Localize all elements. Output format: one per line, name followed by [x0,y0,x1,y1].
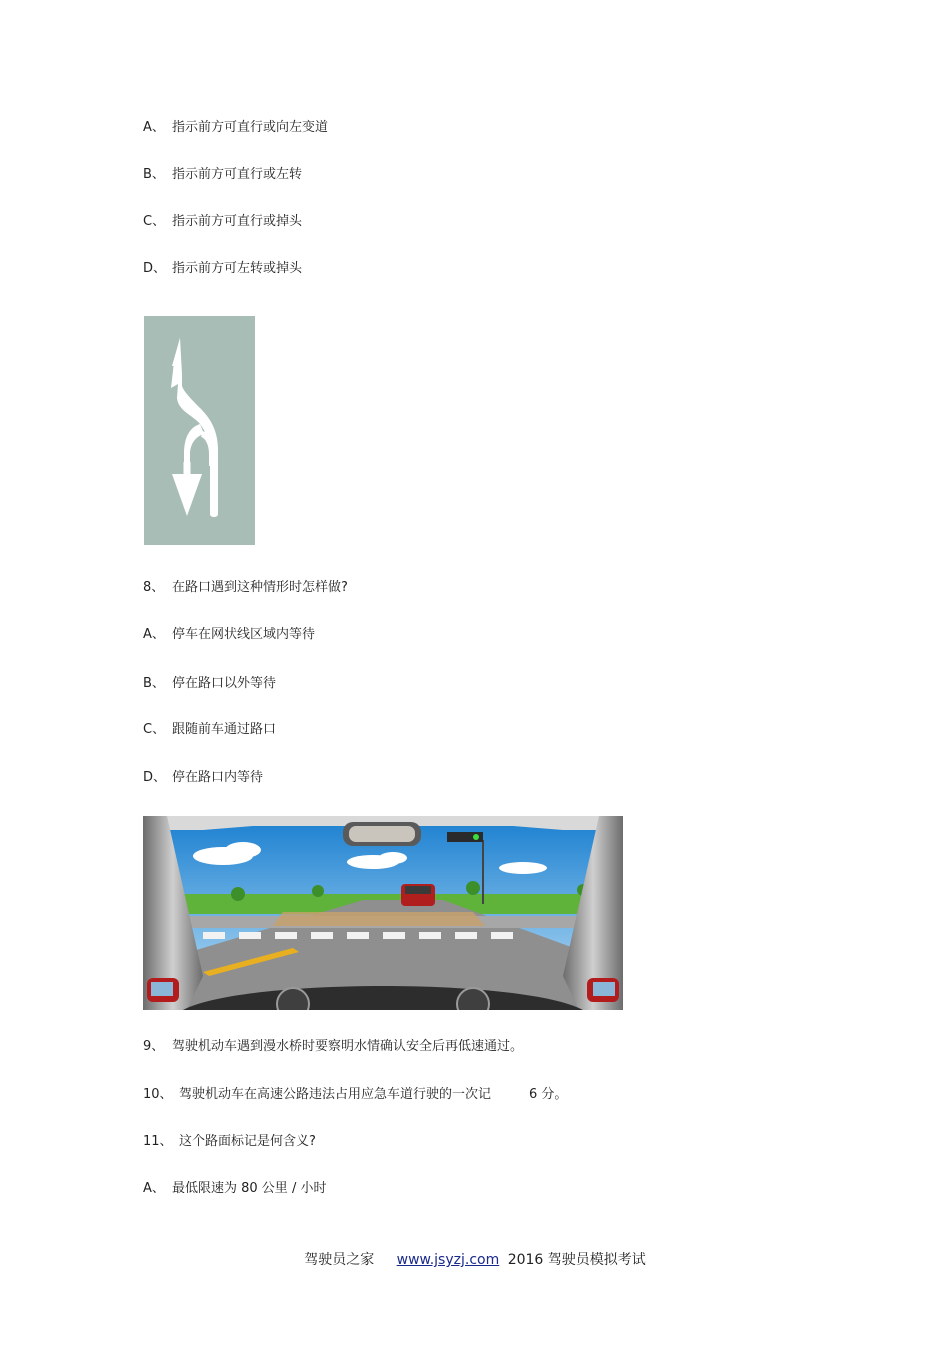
question-text: 在路口遇到这种情形时怎样做? [172,580,348,595]
question-number: 10、 [143,1087,173,1102]
q7-option-a [143,120,328,136]
q8-question [143,580,348,596]
road-marking-image [144,316,255,545]
q8-option-a [143,627,315,643]
question-number: 9、 [143,1039,165,1054]
option-text: 指示前方可左转或掉头 [172,261,303,276]
question-number: 11、 [143,1134,173,1149]
option-text: 停在路口以外等待 [172,676,277,691]
option-text: 跟随前车通过路口 [172,722,277,737]
option-text: 指示前方可直行或向左变道 [172,120,329,135]
q11-option-a [143,1181,326,1197]
option-label: A、 [143,1181,165,1196]
straight-or-uturn-arrow-icon [144,316,255,545]
footer-link[interactable]: www.jsyzj.com [396,1252,500,1268]
option-label: C、 [143,214,166,229]
q8-option-c [143,722,276,738]
q10-statement [143,1087,567,1103]
q11-question [143,1134,316,1150]
option-label: B、 [143,167,165,182]
score-text: 6 分。 [529,1087,568,1102]
option-label: C、 [143,722,166,737]
q7-option-c [143,214,302,230]
option-label: A、 [143,627,165,642]
question-text: 驾驶机动车遇到漫水桥时要察明水情确认安全后再低速通过。 [172,1039,524,1054]
footer-site-name: 驾驶员之家 [304,1252,375,1268]
q8-option-b [143,676,276,692]
option-label: D、 [143,770,167,785]
option-text: 停在路口内等待 [172,770,264,785]
question-text: 这个路面标记是何含义? [179,1134,316,1149]
question-text: 驾驶机动车在高速公路违法占用应急车道行驶的一次记 [179,1087,492,1102]
q7-option-b [143,167,302,183]
driver-view-illustration [143,816,623,1010]
q9-statement [143,1039,523,1055]
footer-title: 2016 驾驶员模拟考试 [507,1252,646,1268]
option-label: B、 [143,676,165,691]
option-text: 指示前方可直行或左转 [172,167,303,182]
q8-option-d [143,770,263,786]
option-label: A、 [143,120,165,135]
intersection-scene-image [143,816,623,1010]
option-label: D、 [143,261,167,276]
page-footer [0,1249,950,1269]
option-text: 最低限速为 80 公里 / 小时 [172,1181,327,1196]
option-text: 指示前方可直行或掉头 [172,214,303,229]
option-text: 停车在网状线区域内等待 [172,627,316,642]
q7-option-d [143,261,302,277]
question-number: 8、 [143,580,165,595]
